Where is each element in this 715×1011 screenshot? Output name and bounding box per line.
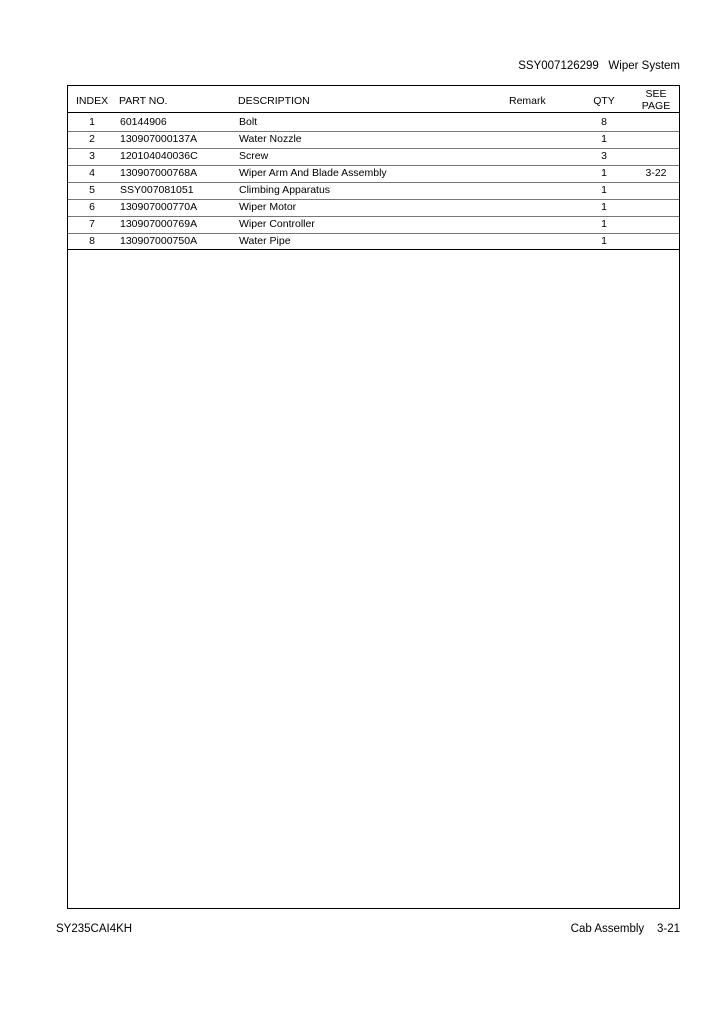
table-row xyxy=(68,114,679,132)
table-row xyxy=(68,165,679,183)
page-footer xyxy=(571,923,680,935)
row-description: Water Nozzle xyxy=(239,133,302,145)
section-title: Wiper System xyxy=(608,60,680,72)
row-index: 1 xyxy=(89,116,95,128)
row-qty: 1 xyxy=(601,184,607,196)
footer-chapter: Cab Assembly xyxy=(570,923,645,935)
column-header-page: PAGE xyxy=(641,100,671,112)
row-index: 3 xyxy=(89,150,95,162)
page-number: 3-21 xyxy=(656,923,680,935)
row-index: 7 xyxy=(89,218,95,230)
row-qty: 1 xyxy=(601,201,607,213)
row-description: Climbing Apparatus xyxy=(239,184,331,196)
column-header-description: DESCRIPTION xyxy=(238,95,310,107)
row-description: Screw xyxy=(239,150,269,162)
table-row xyxy=(68,182,679,200)
row-qty: 1 xyxy=(601,235,607,247)
table-row xyxy=(68,148,679,166)
row-qty: 1 xyxy=(601,133,607,145)
row-see-page: 3-22 xyxy=(645,167,667,179)
row-part-no: 130907000137A xyxy=(120,133,198,145)
table-row xyxy=(68,199,679,217)
row-part-no: 60144906 xyxy=(120,116,167,128)
row-qty: 1 xyxy=(601,167,607,179)
parts-table-frame xyxy=(67,85,680,909)
row-qty: 8 xyxy=(601,116,607,128)
column-header-part-no: PART NO. xyxy=(119,95,168,107)
row-part-no: 130907000769A xyxy=(120,218,198,230)
row-index: 6 xyxy=(89,201,95,213)
table-row xyxy=(68,216,679,234)
header-rule xyxy=(68,112,679,113)
row-qty: 1 xyxy=(601,218,607,230)
row-part-no: 130907000770A xyxy=(120,201,198,213)
footer-model: SY235CAI4KH xyxy=(56,923,133,935)
column-header-see-page xyxy=(633,88,679,112)
column-header-qty: QTY xyxy=(593,95,615,107)
page-header xyxy=(518,60,680,72)
column-header-see: SEE xyxy=(645,88,667,100)
column-header-index: INDEX xyxy=(76,95,109,107)
table-row xyxy=(68,233,679,250)
row-part-no: 130907000750A xyxy=(120,235,198,247)
doc-code: SSY007126299 xyxy=(518,60,599,72)
row-part-no: SSY007081051 xyxy=(120,184,194,196)
table-end-rule xyxy=(68,249,679,250)
row-index: 2 xyxy=(89,133,95,145)
row-qty: 3 xyxy=(601,150,607,162)
row-description: Bolt xyxy=(239,116,258,128)
row-description: Water Pipe xyxy=(239,235,291,247)
row-index: 8 xyxy=(89,235,95,247)
row-description: Wiper Controller xyxy=(239,218,315,230)
row-part-no: 130907000768A xyxy=(120,167,198,179)
row-index: 5 xyxy=(89,184,95,196)
row-index: 4 xyxy=(89,167,95,179)
row-description: Wiper Motor xyxy=(239,201,297,213)
table-row xyxy=(68,131,679,149)
row-description: Wiper Arm And Blade Assembly xyxy=(239,167,387,179)
column-header-remark: Remark xyxy=(509,95,546,107)
row-part-no: 120104040036C xyxy=(120,150,198,162)
